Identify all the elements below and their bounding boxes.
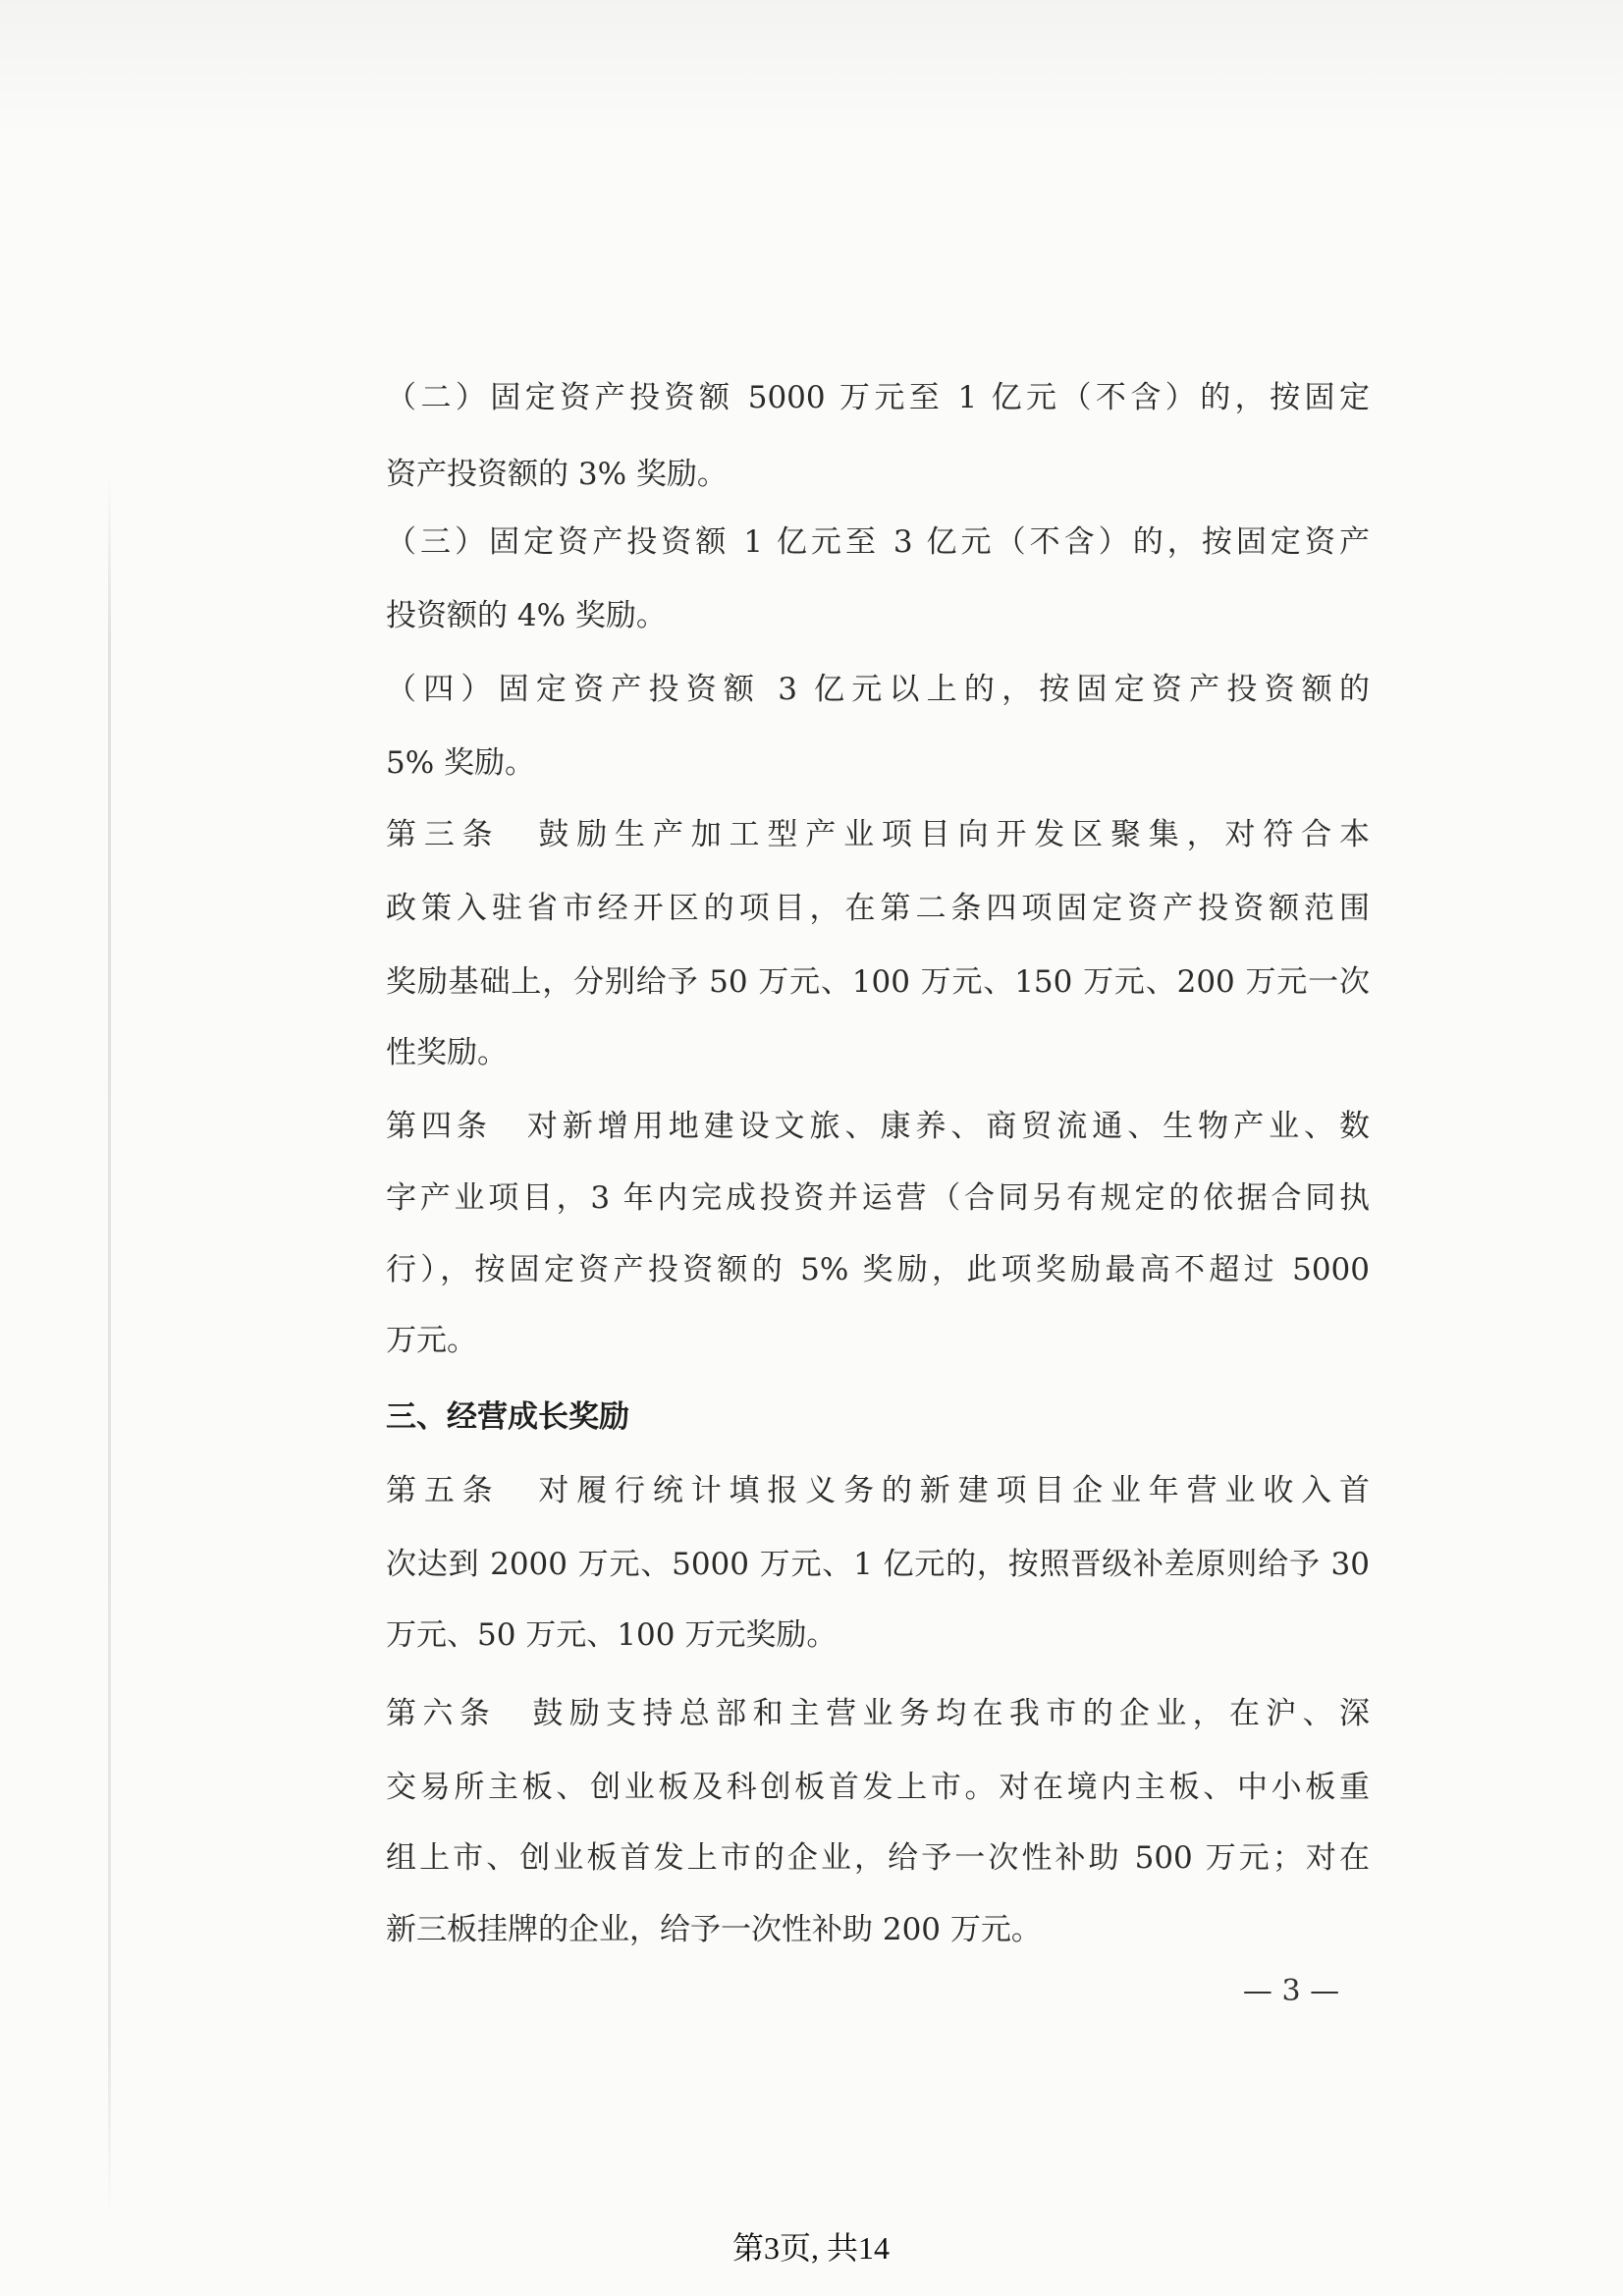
article-6-line: 组上市、创业板首发上市的企业，给予一次性补助 500 万元；对在 xyxy=(386,1840,1370,1876)
article-6-line: 新三板挂牌的企业，给予一次性补助 200 万元。 xyxy=(386,1912,1042,1947)
article-3-line: 第三条 鼓励生产加工型产业项目向开发区聚集，对符合本 xyxy=(386,817,1370,852)
article-4-line: 万元。 xyxy=(386,1323,477,1358)
clause-2-item-3-line: 投资额的 4% 奖励。 xyxy=(386,598,667,633)
clause-2-item-4-line: 5% 奖励。 xyxy=(386,745,536,781)
article-3-line: 奖励基础上，分别给予 50 万元、100 万元、150 万元、200 万元一次 xyxy=(386,964,1370,1000)
article-5-line: 次达到 2000 万元、5000 万元、1 亿元的，按照晋级补差原则给予 30 xyxy=(386,1547,1370,1582)
article-4-line: 字产业项目，3 年内完成投资并运营（合同另有规定的依据合同执 xyxy=(386,1180,1370,1216)
article-3-line: 性奖励。 xyxy=(386,1035,508,1070)
clause-2-item-3-line: （三）固定资产投资额 1 亿元至 3 亿元（不含）的，按固定资产 xyxy=(386,524,1370,560)
page-number: — 3 — xyxy=(1242,1974,1340,2008)
section-heading: 三、经营成长奖励 xyxy=(386,1399,629,1435)
article-5-line: 万元、50 万元、100 万元奖励。 xyxy=(386,1617,838,1653)
clause-2-item-4-line: （四）固定资产投资额 3 亿元以上的，按固定资产投资额的 xyxy=(386,672,1370,707)
clause-2-item-2-line: 资产投资额的 3% 奖励。 xyxy=(386,457,728,492)
article-4-line: 行），按固定资产投资额的 5% 奖励，此项奖励最高不超过 5000 xyxy=(386,1252,1370,1287)
page-footer: 第3页, 共14 xyxy=(731,2230,890,2266)
article-4-line: 第四条 对新增用地建设文旅、康养、商贸流通、生物产业、数 xyxy=(386,1109,1370,1144)
article-6-line: 第六条 鼓励支持总部和主营业务均在我市的企业，在沪、深 xyxy=(386,1696,1370,1731)
article-6-line: 交易所主板、创业板及科创板首发上市。对在境内主板、中小板重 xyxy=(386,1770,1370,1805)
article-5-line: 第五条 对履行统计填报义务的新建项目企业年营业收入首 xyxy=(386,1473,1370,1508)
clause-2-item-2-line: （二）固定资产投资额 5000 万元至 1 亿元（不含）的，按固定 xyxy=(386,380,1370,415)
article-3-line: 政策入驻省市经开区的项目，在第二条四项固定资产投资额范围 xyxy=(386,891,1370,926)
